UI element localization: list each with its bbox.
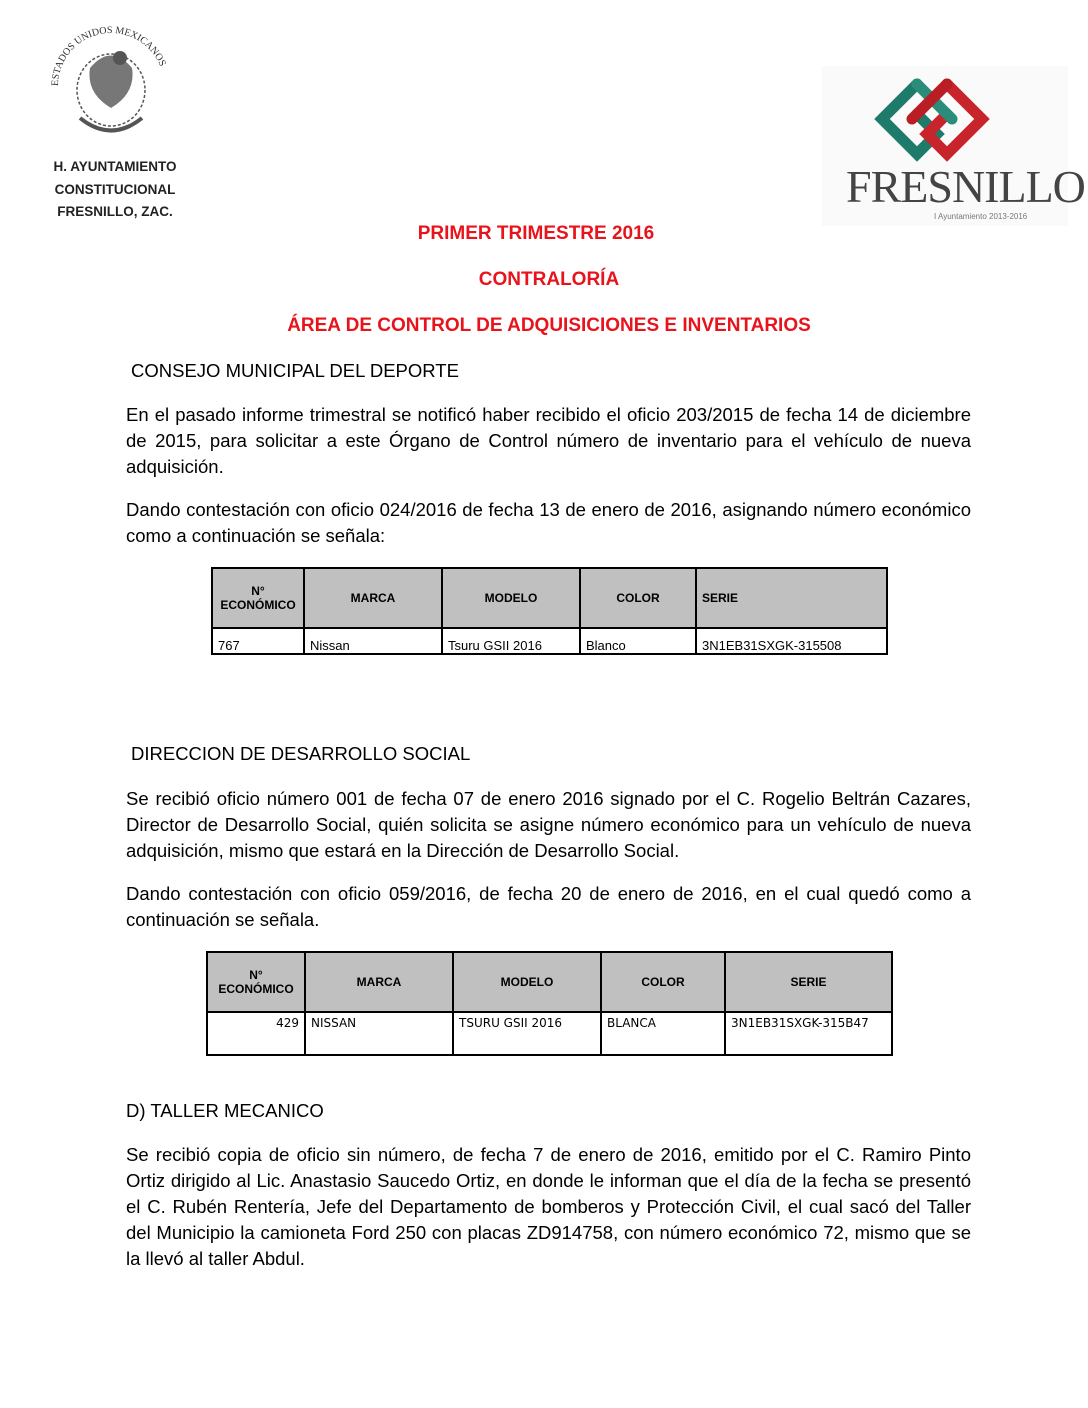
column-header: SERIE <box>725 952 892 1012</box>
table-cell: Tsuru GSII 2016 <box>442 628 580 654</box>
column-header: COLOR <box>601 952 725 1012</box>
logo-wordmark: FRESNILLO <box>846 161 1085 212</box>
table-cell: TSURU GSII 2016 <box>453 1012 601 1055</box>
section-heading: CONSEJO MUNICIPAL DEL DEPORTE <box>131 360 459 381</box>
mexican-coat-of-arms-seal <box>40 8 182 150</box>
table-cell: BLANCA <box>601 1012 725 1055</box>
seal-text: ESTADOS UNIDOS MEXICANOS <box>49 24 168 87</box>
fresnillo-logo <box>822 66 1085 226</box>
paragraph: Dando contestación con oficio 024/2016 de fecha 13 de enero de 2016, asignando número económico como a continuación se señala: <box>126 499 971 546</box>
document-body <box>126 360 971 1272</box>
column-header: N° ECONÓMICO <box>212 568 304 628</box>
paragraph: Dando contestación con oficio 059/2016, de fecha 20 de enero de 2016, en el cual quedó como a continuación se señala. <box>126 883 971 930</box>
paragraph: En el pasado informe trimestral se notificó haber recibido el oficio 203/2015 de fecha 14 de diciembre de 2015, para solicitar a este Órgano de Control número de inventario para el vehículo de nueva adquisición. <box>126 404 971 477</box>
column-header: SERIE <box>696 568 887 628</box>
titles-block <box>0 223 1088 361</box>
column-header: MODELO <box>442 568 580 628</box>
paragraph: Se recibió oficio número 001 de fecha 07 de enero 2016 signado por el C. Rogelio Beltrán Cazares, Director de Desarrollo Social, quién solicita se asigne número económico para un vehículo de nueva adquisición, mismo que estará en la Dirección de Desarrollo Social. <box>126 788 971 861</box>
table-cell: 429 <box>207 1012 305 1055</box>
municipality-line: CONSTITUCIONAL <box>54 181 176 197</box>
table-cell: 3N1EB31SXGK-315508 <box>696 628 887 654</box>
logo-subtitle: I Ayuntamiento 2013-2016 <box>934 212 1028 221</box>
column-header: MARCA <box>304 568 442 628</box>
municipality-line: H. AYUNTAMIENTO <box>53 159 177 174</box>
table-cell: 3N1EB31SXGK-315B47 <box>725 1012 892 1055</box>
table-row <box>212 628 887 654</box>
section-heading: D) TALLER MECANICO <box>126 1100 324 1121</box>
table-cell: Nissan <box>304 628 442 654</box>
table-cell: Blanco <box>580 628 696 654</box>
table-cell: 767 <box>212 628 304 654</box>
vehicle-table <box>211 567 888 655</box>
column-header: MODELO <box>453 952 601 1012</box>
title-area: ÁREA DE CONTROL DE ADQUISICIONES E INVENTARIOS <box>287 315 811 336</box>
table-row <box>207 1012 892 1055</box>
vehicle-table <box>206 951 893 1056</box>
table-header-row <box>212 568 887 628</box>
title-department: CONTRALORÍA <box>478 269 620 290</box>
title-quarter: PRIMER TRIMESTRE 2016 <box>417 223 655 244</box>
column-header: N° ECONÓMICO <box>207 952 305 1012</box>
section-heading: DIRECCION DE DESARROLLO SOCIAL <box>131 743 471 764</box>
column-header: COLOR <box>580 568 696 628</box>
table-cell: NISSAN <box>305 1012 453 1055</box>
municipality-block <box>40 156 190 224</box>
paragraph: Se recibió copia de oficio sin número, de fecha 7 de enero de 2016, emitido por el C. Ramiro Pinto Ortiz dirigido al Lic. Anastasio Saucedo Ortiz, en donde le informan que el día de la fecha se presentó el C. Rubén Rentería, Jefe del Departamento de bomberos y Protección Civil, el cual sacó del Taller del Municipio la camioneta Ford 250 con placas ZD914758, con número económico 72, mismo que se la llevó al taller Abdul. <box>126 1144 971 1269</box>
municipality-line: FRESNILLO, ZAC. <box>57 204 173 219</box>
column-header: MARCA <box>305 952 453 1012</box>
table-header-row <box>207 952 892 1012</box>
